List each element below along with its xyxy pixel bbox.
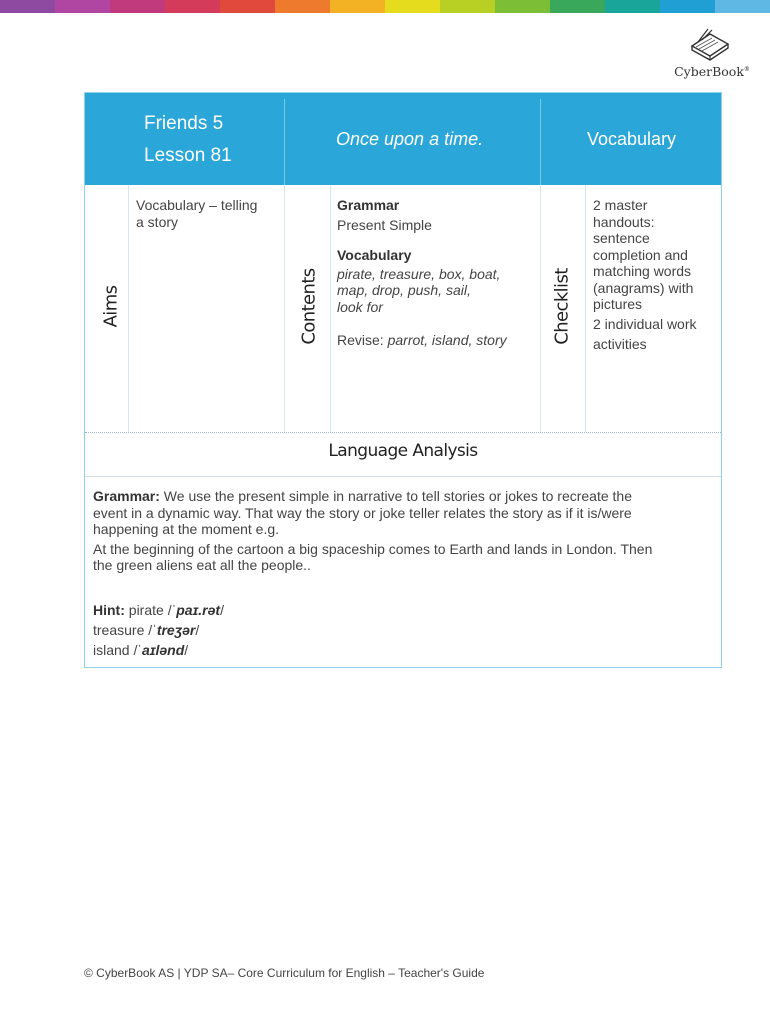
color-bar-segment: [550, 0, 605, 13]
grammar-paragraph: Grammar: We use the present simple in narrative to tell stories or jokes to recreate the event in a dynamic way. That way the story or joke teller relates the story as if it is/were happening at the moment e.g. At the beginning of the cartoon a big spaceship comes to Earth and lands in London. Then the green aliens eat all the people..: [93, 488, 653, 573]
language-analysis-title: Language Analysis: [328, 441, 478, 461]
checklist-line: matching words: [593, 263, 692, 279]
book-icon: [688, 26, 732, 62]
color-bar-segment: [385, 0, 440, 13]
checklist-text: [593, 197, 697, 353]
checklist-line: 2 master: [593, 197, 648, 213]
logo-brand-text: CyberBook®: [674, 64, 750, 79]
color-bar-segment: [0, 0, 55, 13]
color-bar-segment: [605, 0, 660, 13]
topic-title: Vocabulary: [587, 129, 677, 149]
checklist-line: completion and: [593, 246, 688, 263]
page-footer: © CyberBook AS | YDP SA– Core Curriculum for English – Teacher's Guide: [84, 966, 485, 980]
lesson-header: [85, 93, 721, 185]
contents-label: Contents: [298, 268, 320, 345]
color-bar-segment: [440, 0, 495, 13]
color-bar-segment: [330, 0, 385, 13]
checklist-line: (anagrams) with: [593, 279, 694, 296]
checklist-line: handouts:: [593, 213, 655, 230]
color-bar-segment: [55, 0, 110, 13]
lesson-number: Lesson 81: [144, 145, 232, 166]
checklist-label: Checklist: [551, 268, 573, 345]
cyberbook-logo: [662, 26, 762, 86]
color-bar-segment: [220, 0, 275, 13]
checklist-line: activities: [593, 336, 647, 352]
checklist-line: 2 individual work: [593, 315, 697, 332]
color-bar-segment: [165, 0, 220, 13]
aims-text: Vocabulary – telling a story: [136, 197, 258, 230]
color-bar-segment: [495, 0, 550, 13]
aims-label: Aims: [100, 285, 122, 328]
color-bar-segment: [715, 0, 770, 13]
color-bar-segment: [110, 0, 165, 13]
checklist-line: pictures: [593, 296, 643, 312]
color-bar-segment: [660, 0, 715, 13]
lesson-card: [84, 92, 722, 668]
contents-text: Grammar Present Simple Vocabulary pirate, treasure, box, boat, map, drop, push, sail, look for Revise: parrot, island, story: [337, 197, 507, 348]
course-title: Friends 5: [144, 113, 224, 134]
story-title: Once upon a time.: [336, 129, 484, 149]
color-bar-segment: [275, 0, 330, 13]
top-color-bar: [0, 0, 770, 13]
hint-block: Hint: pirate /ˈpaɪ.rət/ treasure /ˈtreʒər/ island /ˈaɪlənd/: [93, 602, 224, 658]
checklist-line: sentence: [593, 230, 650, 246]
